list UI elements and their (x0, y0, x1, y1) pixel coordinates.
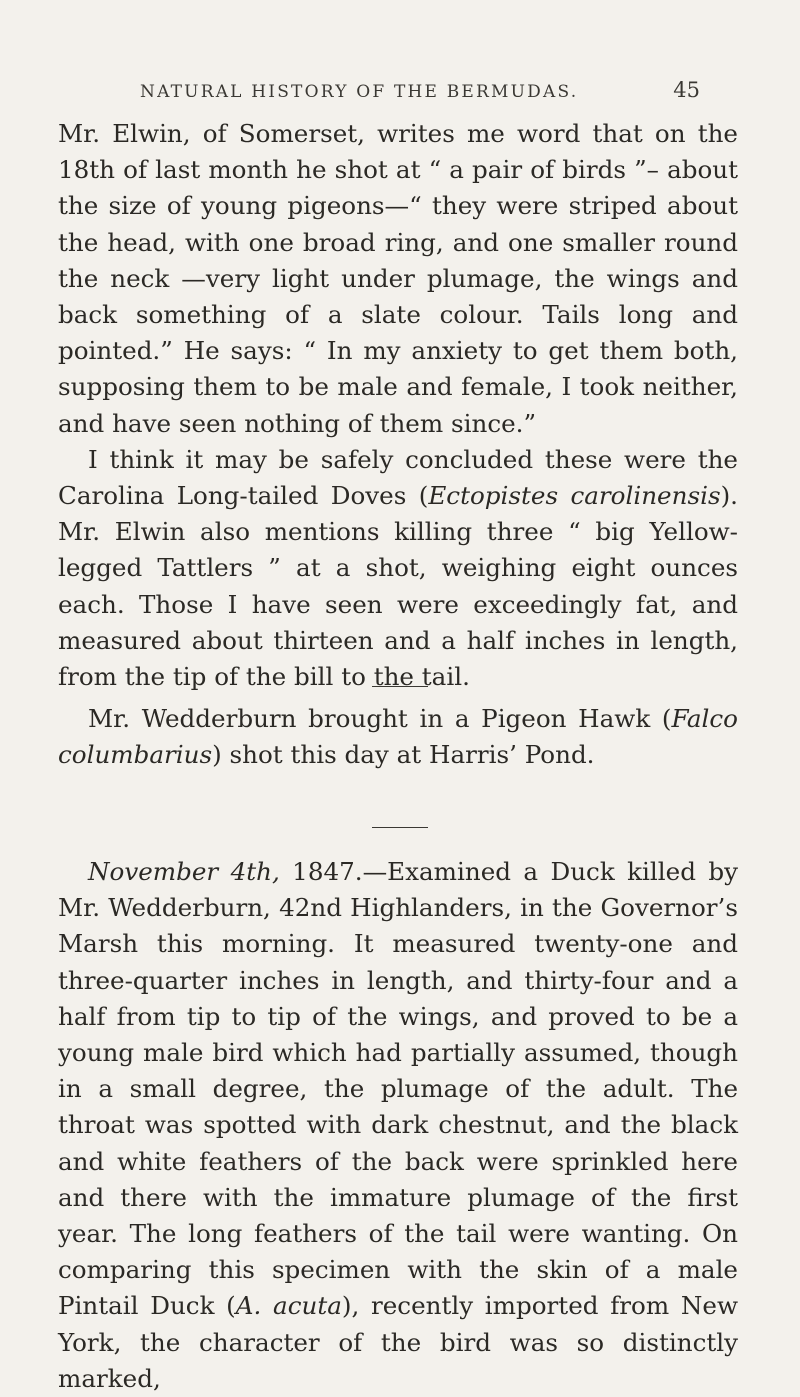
text-run: Mr. Elwin, of Somerset, writes me word that on the 18th of last month he shot at “ a pair of birds ”– about the size of young pigeons—“ they were striped about the head, with one broad ring, and one smaller round the neck —very light under plumage, the wings and back something of a slate colour. Tails long and pointed.” He says: “ In my anxiety to get them both, supposing them to be male and female, I took neither, and have seen nothing of them since.” (58, 119, 738, 438)
text-block-1 (58, 116, 738, 695)
paragraph-elwin-letter (58, 116, 738, 442)
text-block-2 (58, 701, 738, 773)
running-title: NATURAL HISTORY OF THE BERMUDAS. (140, 82, 579, 102)
paragraph-november-duck (58, 854, 738, 1397)
paragraph-carolina-doves (58, 442, 738, 695)
italic-text: Ectopistes carolinensis (428, 481, 721, 511)
text-run: ) shot this day at Harris’ Pond. (212, 740, 595, 770)
italic-text: A. acuta (235, 1291, 342, 1321)
text-run: ), recently imported from New York, the character of the bird was so distinctly marked, (58, 1291, 739, 1393)
text-run: ). Mr. Elwin also mentions killing three “ big Yellow-legged Tattlers ” at a shot, weighing eight ounces each. Those I have seen were exceedingly fat, and measured about thirteen and a half inches in length, from the tip of the bill to the tail. (58, 481, 738, 692)
page-number: 45 (673, 78, 700, 102)
text-run: Mr. Wedderburn brought in a Pigeon Hawk ( (88, 704, 672, 733)
italic-text: November 4th, (88, 857, 280, 886)
text-block-3 (58, 854, 738, 1397)
text-run: 1847.—Examined a Duck killed by Mr. Wedderburn, 42nd Highlanders, in the Governor’s Marsh this morning. It measured twenty-one and three-quarter inches in length, and thirty-four and a half from tip to tip of the wings, and proved to be a young male bird which had partially assumed, though in a small degree, the plumage of the adult. The throat was spotted with dark chestnut, and the black and white feathers of the back were sprinkled here and there with the immature plumage of the first year. The long feathers of the tail were wanting. On comparing this specimen with the skin of a male Pintail Duck ( (58, 857, 739, 1321)
section-divider (372, 686, 428, 687)
text-run: I think it may be safely concluded these were the Carolina Long-tailed Doves ( (58, 444, 738, 511)
paragraph-pigeon-hawk (58, 701, 738, 773)
italic-text: Falco columbarius (58, 704, 738, 770)
section-divider (372, 827, 428, 828)
